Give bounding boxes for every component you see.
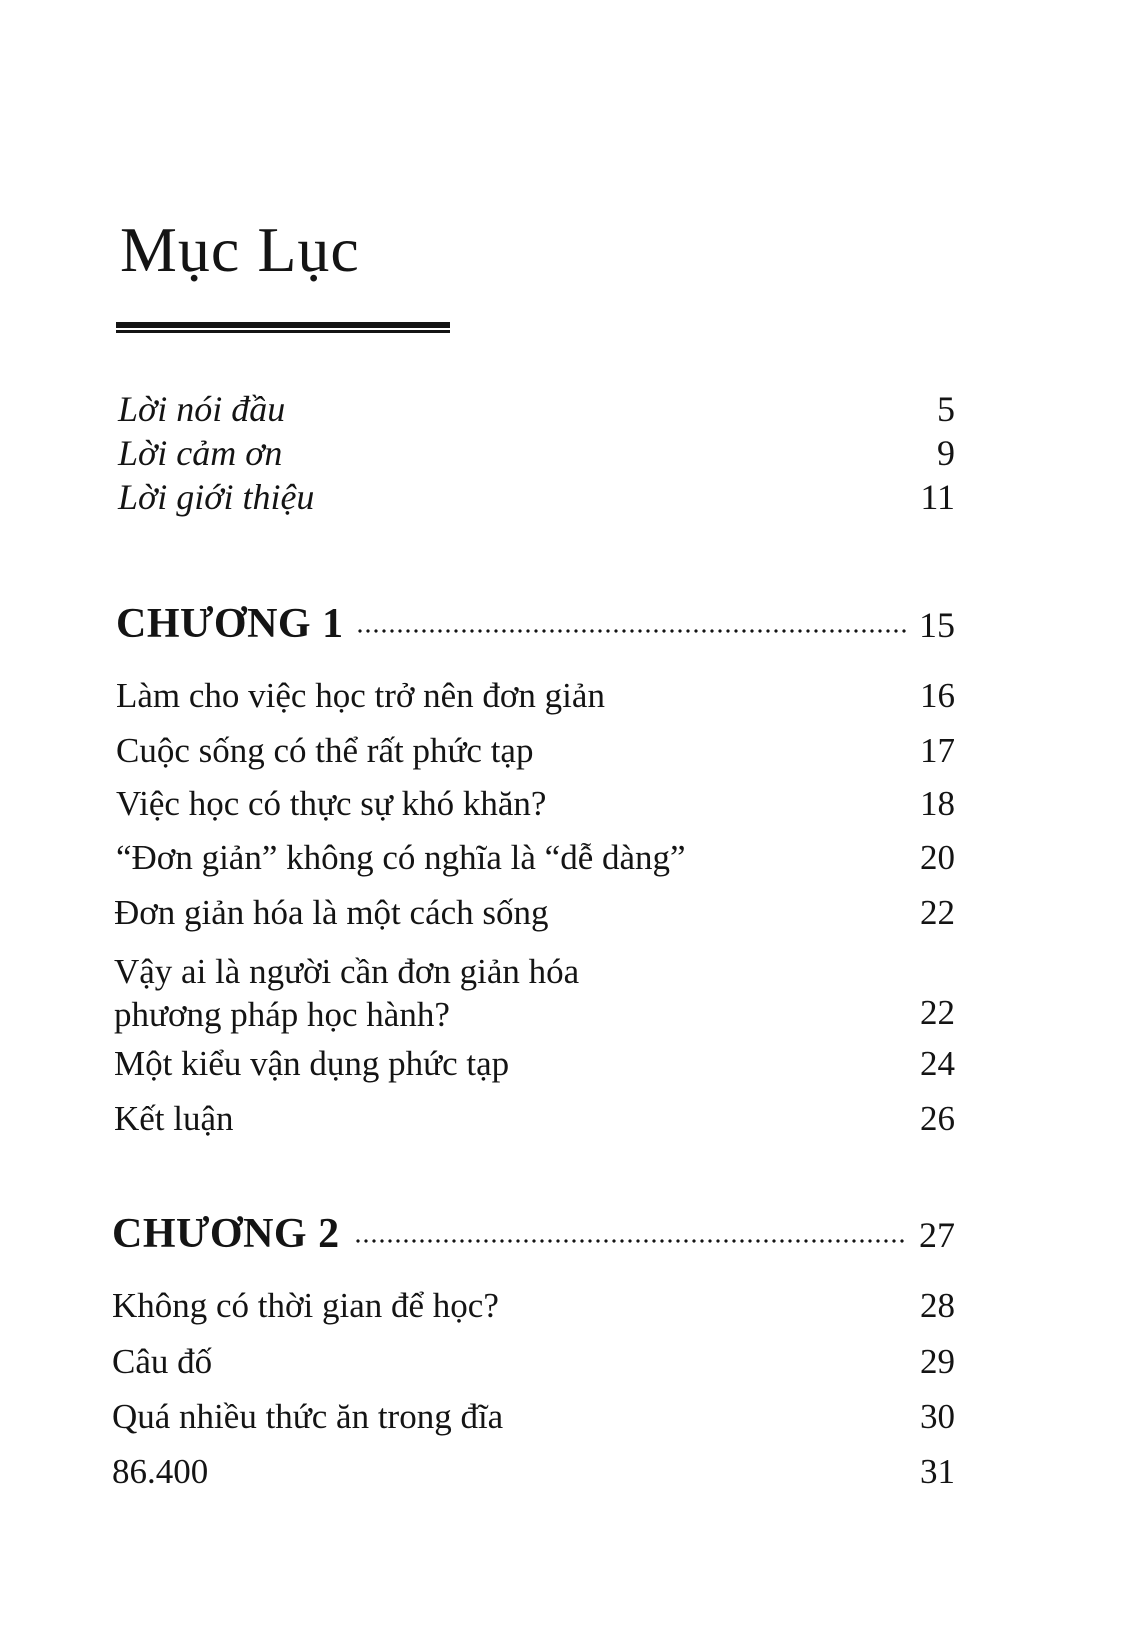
toc-entry-label: Vậy ai là người cần đơn giản hóa phương pháp học hành? (114, 952, 580, 1034)
toc-entry (0, 676, 1140, 726)
toc-front-item (0, 388, 1140, 438)
toc-entry-label: Lời giới thiệu (118, 477, 315, 517)
toc-entry (0, 1099, 1140, 1149)
toc-page-number: 11 (920, 477, 955, 517)
chapter-title: CHƯƠNG 1 (116, 601, 344, 647)
toc-chapter-heading (0, 1210, 1140, 1260)
toc-page-number: 20 (920, 838, 955, 877)
toc-entry (0, 1452, 1140, 1502)
title-underline-thick (116, 322, 450, 328)
dot-leader (356, 628, 906, 634)
title-underline-thin (116, 330, 450, 333)
toc-entry (0, 784, 1140, 834)
toc-page-number: 24 (920, 1044, 955, 1083)
toc-page-number: 9 (937, 433, 955, 473)
toc-entry-label: Quá nhiều thức ăn trong đĩa (112, 1397, 504, 1436)
toc-entry (0, 838, 1140, 888)
page-title: Mục Lục (120, 214, 360, 285)
toc-page-number: 22 (920, 893, 955, 932)
toc-front-item (0, 476, 1140, 526)
title-underline (116, 322, 450, 333)
toc-entry-label: “Đơn giản” không có nghĩa là “dễ dàng” (116, 838, 686, 877)
toc-entry-label: Một kiểu vận dụng phức tạp (114, 1044, 510, 1083)
toc-entry-label: Việc học có thực sự khó khăn? (116, 784, 547, 823)
toc-entry (0, 1286, 1140, 1336)
chapter-title: CHƯƠNG 2 (112, 1211, 340, 1257)
toc-chapter-heading (0, 600, 1140, 650)
toc-page-number: 18 (920, 784, 955, 823)
toc-entry-label: Kết luận (114, 1099, 234, 1138)
toc-page-number: 31 (920, 1452, 955, 1491)
chapter-page-number: 27 (919, 1215, 955, 1255)
toc-entry-label: Cuộc sống có thể rất phức tạp (116, 731, 534, 770)
toc-page-number: 5 (937, 389, 955, 429)
toc-page-number: 29 (920, 1342, 955, 1381)
toc-page-number: 16 (920, 676, 955, 715)
toc-entry-label: Đơn giản hóa là một cách sống (114, 893, 549, 932)
toc-entry (0, 731, 1140, 781)
toc-entry-label: Không có thời gian để học? (112, 1286, 499, 1325)
toc-entry (0, 893, 1140, 943)
dot-leader (354, 1238, 906, 1244)
toc-entry-label: Câu đố (112, 1342, 213, 1381)
toc-entry (0, 1342, 1140, 1392)
toc-entry (0, 950, 1140, 1046)
toc-page-number: 30 (920, 1397, 955, 1436)
toc-entry (0, 1397, 1140, 1447)
toc-page-number: 28 (920, 1286, 955, 1325)
chapter-page-number: 15 (919, 605, 955, 645)
toc-entry-label: Làm cho việc học trở nên đơn giản (116, 676, 605, 715)
toc-page-number: 26 (920, 1099, 955, 1138)
toc-entry-label: Lời nói đầu (118, 389, 286, 429)
toc-page-number: 22 (920, 993, 955, 1032)
toc-entry-label: 86.400 (112, 1452, 209, 1491)
toc-front-item (0, 432, 1140, 482)
toc-entry-label: Lời cảm ơn (118, 433, 283, 473)
toc-entry (0, 1044, 1140, 1094)
toc-page-number: 17 (920, 731, 955, 770)
